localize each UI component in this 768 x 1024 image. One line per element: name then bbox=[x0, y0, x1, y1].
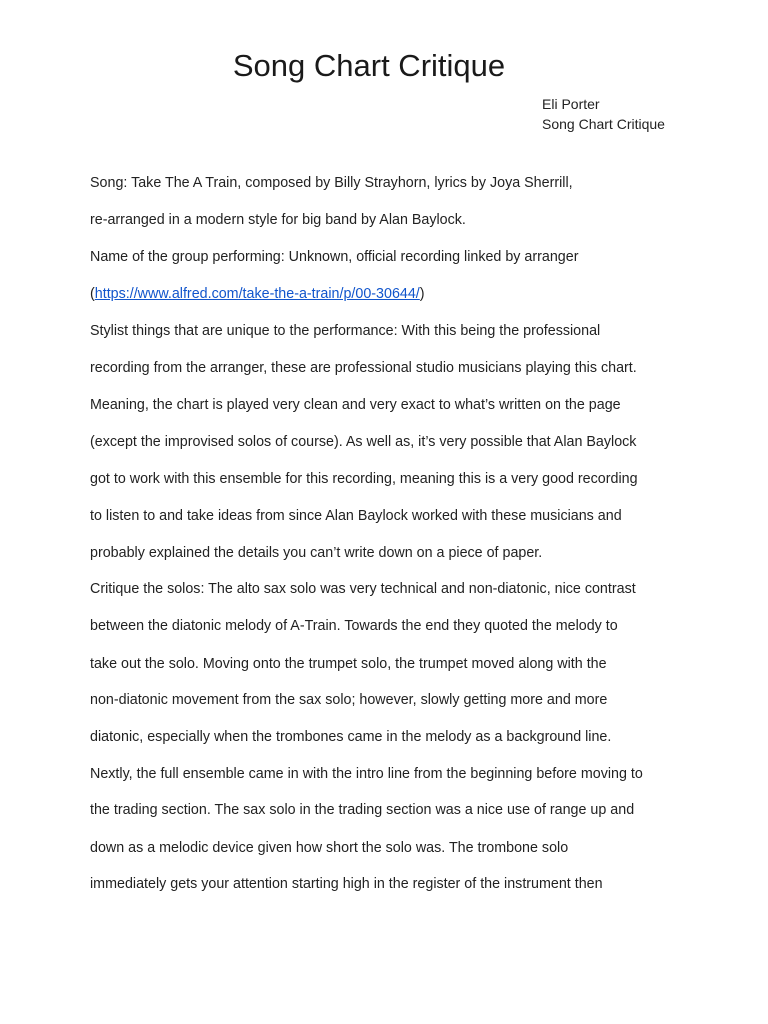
body-line: Stylist things that are unique to the performance: With this being the professional bbox=[90, 323, 601, 339]
body-line: non-diatonic movement from the sax solo; however, slowly getting more and more bbox=[90, 692, 608, 708]
body-line: (except the improvised solos of course). As well as, it’s very possible that Alan Baylock bbox=[90, 434, 637, 450]
body-line: probably explained the details you can’t write down on a piece of paper. bbox=[90, 545, 543, 561]
document-title: Song Chart Critique bbox=[232, 48, 506, 83]
body-line-link bbox=[90, 283, 425, 305]
body-line: diatonic, especially when the trombones came in the melody as a background line. bbox=[90, 729, 612, 745]
body-line: Critique the solos: The alto sax solo was very technical and non-diatonic, nice contrast bbox=[90, 581, 636, 597]
author-name: Eli Porter bbox=[542, 96, 600, 112]
body-line: immediately gets your attention starting high in the register of the instrument then bbox=[90, 876, 603, 892]
body-line: re-arranged in a modern style for big band by Alan Baylock. bbox=[90, 212, 466, 228]
body-line: to listen to and take ideas from since Alan Baylock worked with these musicians and bbox=[90, 508, 622, 524]
body-line: down as a melodic device given how short the solo was. The trombone solo bbox=[90, 840, 569, 856]
link-open-paren: ( bbox=[90, 286, 95, 302]
body-line: Nextly, the full ensemble came in with the intro line from the beginning before moving to bbox=[90, 766, 643, 782]
body-line: take out the solo. Moving onto the trumpet solo, the trumpet moved along with the bbox=[90, 656, 607, 672]
body-line: Song: Take The A Train, composed by Billy Strayhorn, lyrics by Joya Sherrill, bbox=[90, 175, 573, 191]
body-line: recording from the arranger, these are professional studio musicians playing this chart. bbox=[90, 360, 637, 376]
body-line: the trading section. The sax solo in the trading section was a nice use of range up and bbox=[90, 802, 635, 818]
author-block bbox=[542, 94, 665, 134]
body-line: Meaning, the chart is played very clean and very exact to what’s written on the page bbox=[90, 397, 621, 413]
body-line: between the diatonic melody of A-Train. Towards the end they quoted the melody to bbox=[90, 618, 618, 634]
body-line: Name of the group performing: Unknown, official recording linked by arranger bbox=[90, 249, 579, 265]
author-subject: Song Chart Critique bbox=[542, 116, 665, 132]
link-close-paren: ) bbox=[419, 286, 425, 302]
arranger-recording-link[interactable]: https://www.alfred.com/take-the-a-train/p/00-30644/ bbox=[94, 286, 420, 302]
body-line: got to work with this ensemble for this recording, meaning this is a very good recording bbox=[90, 471, 638, 487]
